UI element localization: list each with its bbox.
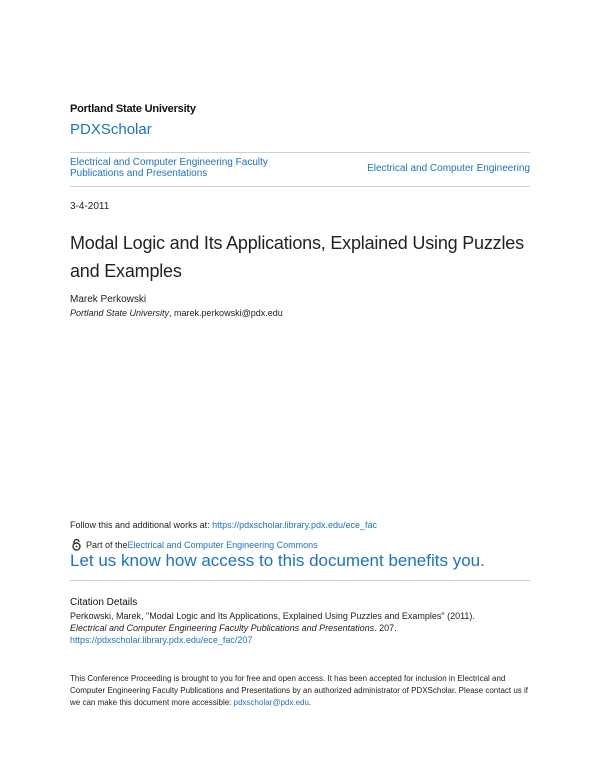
divider-citation (70, 580, 530, 581)
divider-collections (70, 186, 530, 187)
citation-heading: Citation Details (70, 597, 138, 608)
citation-journal-line (70, 622, 540, 634)
collection-link-faculty[interactable]: Electrical and Computer Engineering Faculty Publications and Presentations (70, 157, 268, 179)
citation-body (70, 610, 540, 646)
citation-url-link[interactable]: https://pdxscholar.library.pdx.edu/ece_fac/207 (70, 635, 253, 645)
part-prefix: Part of the (86, 539, 128, 550)
access-notice (70, 673, 540, 709)
commons-link[interactable]: Electrical and Computer Engineering Commons (127, 539, 318, 550)
contact-email-link[interactable]: pdxscholar@pdx.edu (233, 698, 309, 707)
author-name: Marek Perkowski (70, 294, 147, 305)
part-of-line (70, 538, 318, 551)
repository-link[interactable]: PDXScholar (70, 121, 152, 138)
citation-line: Perkowski, Marek, "Modal Logic and Its Applications, Explained Using Puzzles and Examples" (2011). (70, 611, 475, 621)
university-name: Portland State University (70, 103, 196, 115)
author-affiliation (70, 308, 283, 318)
collection-link-department[interactable]: Electrical and Computer Engineering (367, 163, 530, 174)
citation-number: . 207. (374, 623, 397, 633)
affiliation-institution: Portland State University (70, 308, 170, 318)
follow-url-link[interactable]: https://pdxscholar.library.pdx.edu/ece_fac (212, 520, 378, 530)
follow-prefix: Follow this and additional works at: (70, 520, 213, 530)
access-notice-end: . (308, 698, 312, 707)
divider-top (70, 152, 530, 153)
feedback-link[interactable]: Let us know how access to this document benefits you. (70, 551, 485, 570)
access-notice-text: This Conference Proceeding is brought to you for free and open access. It has been accepted for inclusion in Electrical and Computer Engineering Faculty Publications and Presentations by an authorized administrator of PDXScholar. Please contact us if we can make this document more accessible: (70, 674, 529, 707)
follow-line (70, 520, 377, 530)
publication-date: 3-4-2011 (70, 201, 110, 212)
affiliation-email: , marek.perkowski@pdx.edu (169, 308, 283, 318)
citation-journal: Electrical and Computer Engineering Faculty Publications and Presentations (70, 623, 375, 633)
open-access-icon (70, 538, 83, 551)
paper-title: Modal Logic and Its Applications, Explained Using Puzzles and Examples (70, 233, 524, 281)
